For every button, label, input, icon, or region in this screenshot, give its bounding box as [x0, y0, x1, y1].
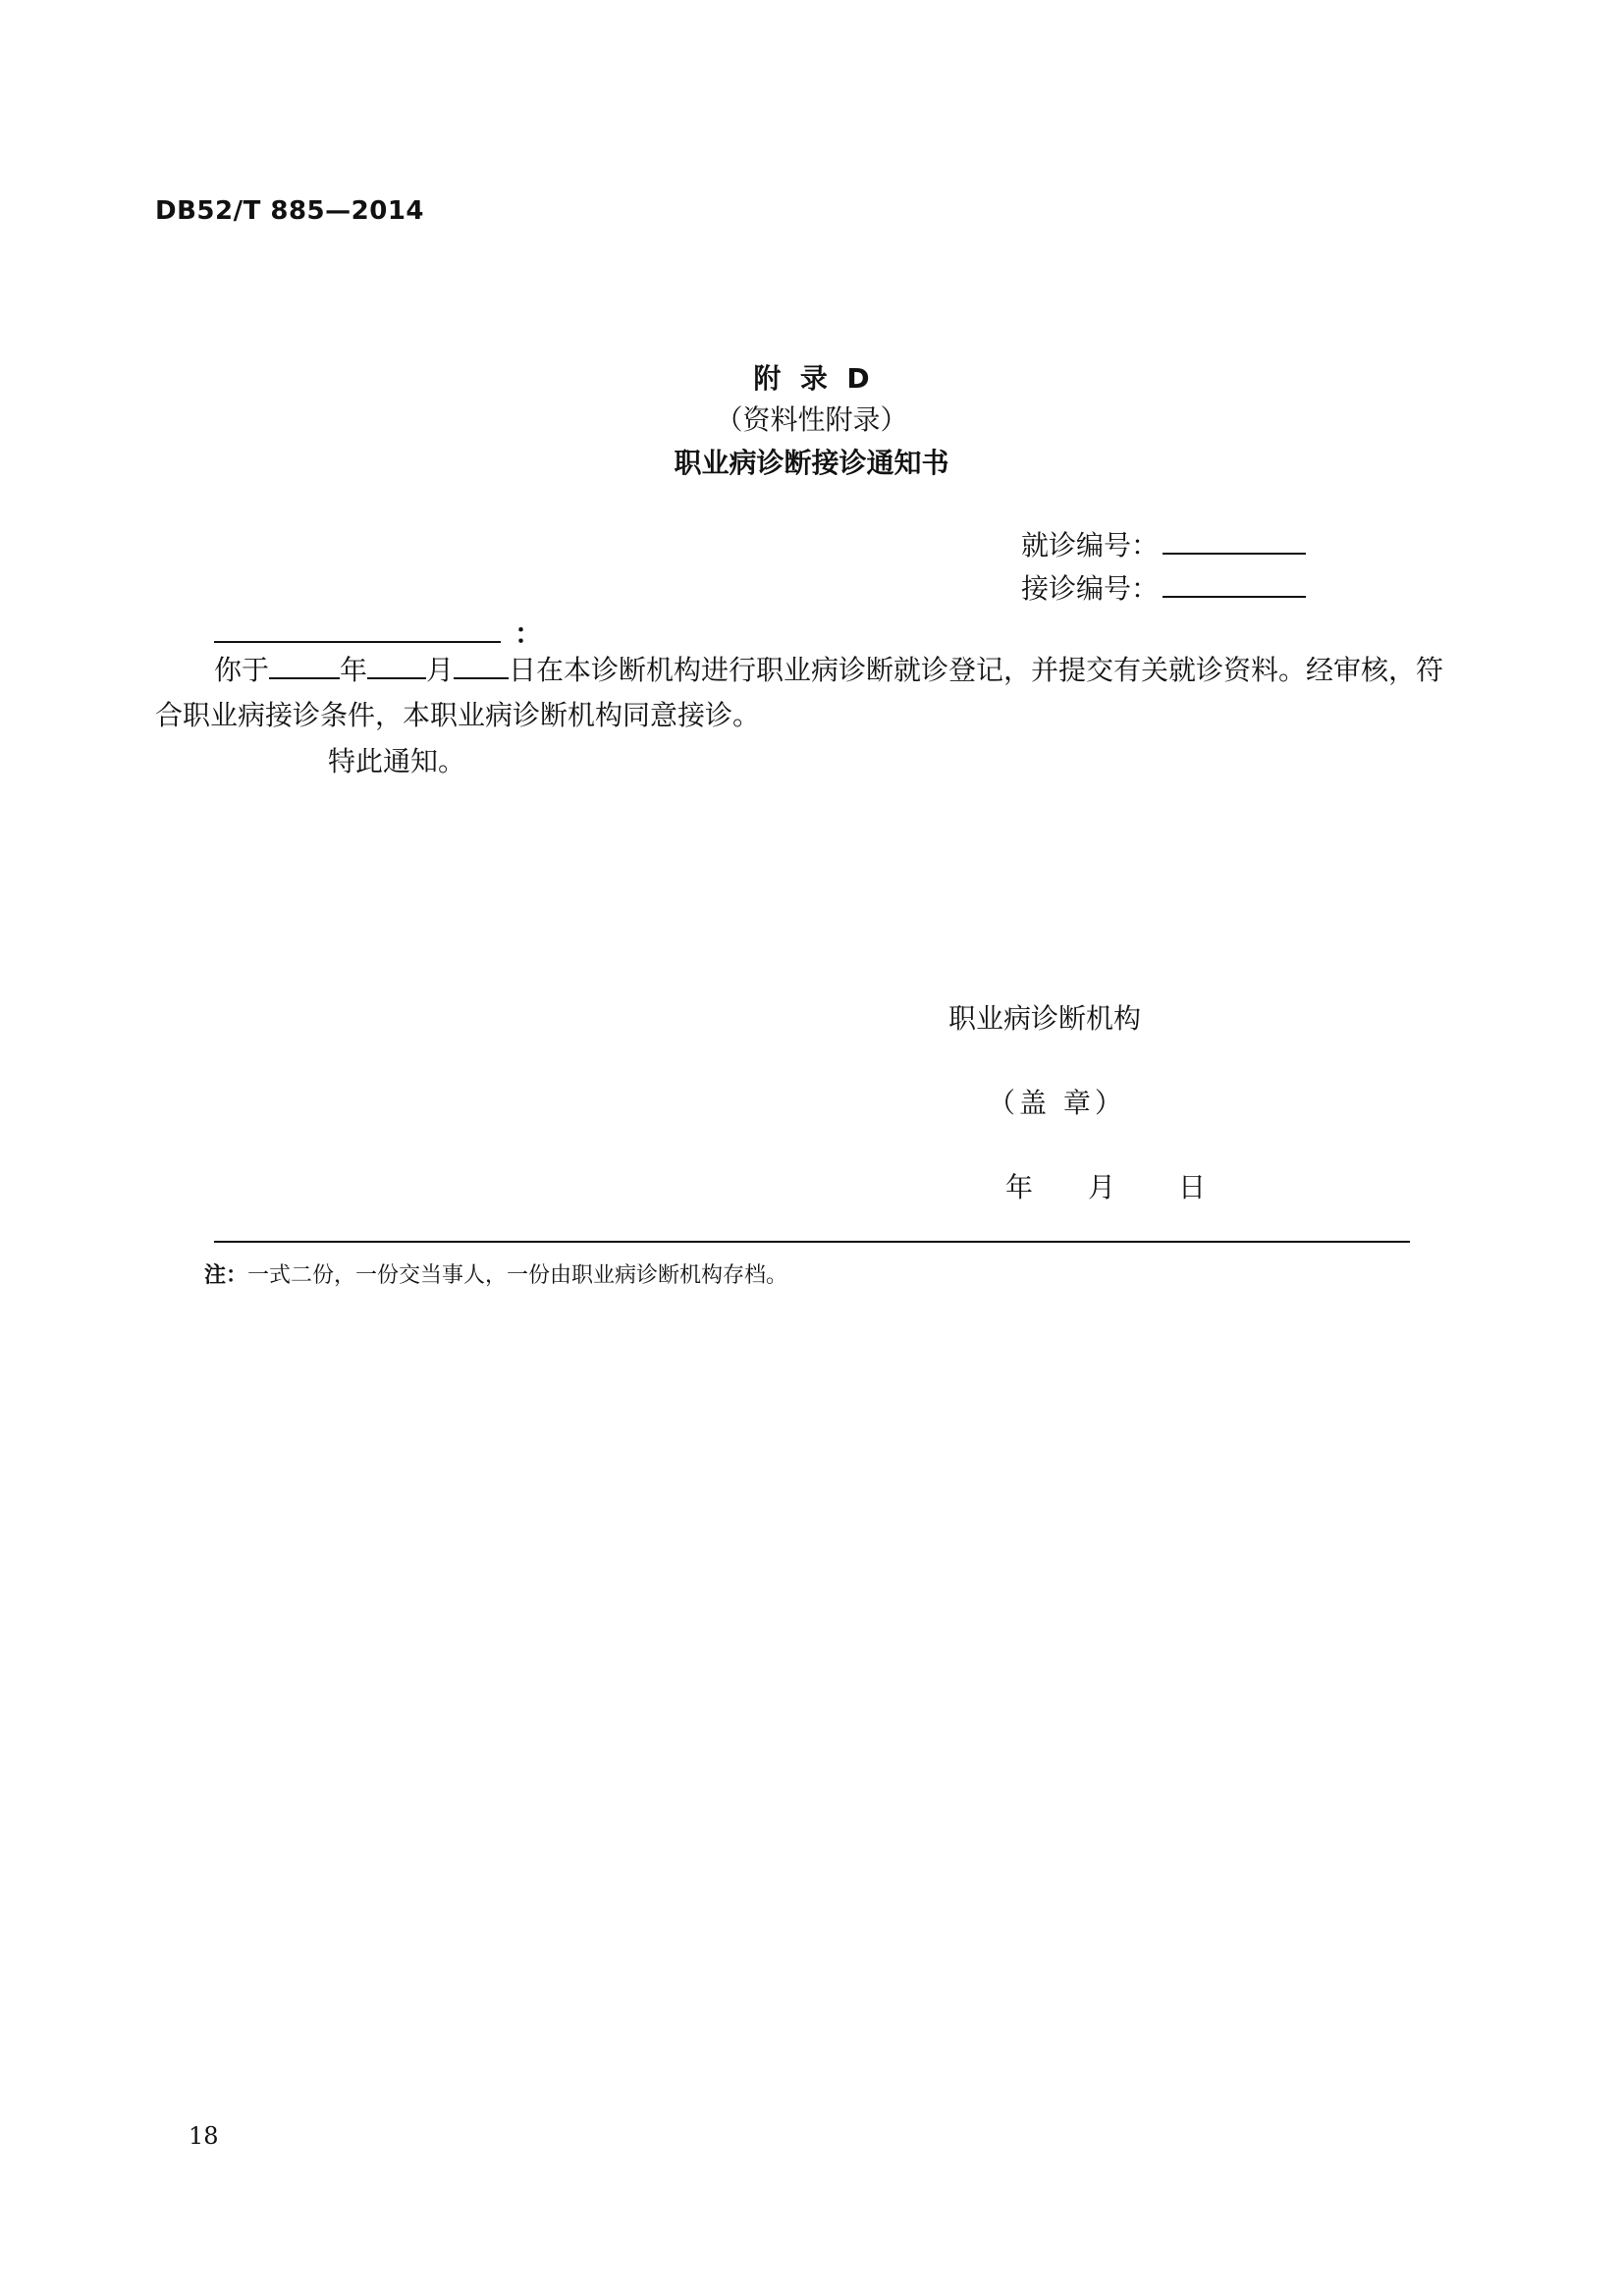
appendix-nature: （资料性附录） [715, 403, 908, 436]
form-title: 职业病诊断接诊通知书 [674, 447, 949, 479]
paragraph-start: 你于 [214, 654, 270, 686]
month-label: 月 [426, 654, 455, 686]
signature-org: 职业病诊断机构 [948, 1002, 1142, 1035]
document-code: DB52/T 885—2014 [155, 196, 424, 226]
addressee-field[interactable] [214, 615, 501, 643]
signature-seal: （盖 章） [988, 1087, 1126, 1119]
page-number: 18 [189, 2122, 219, 2150]
signature-day: 日 [1178, 1171, 1207, 1203]
year-field[interactable] [269, 652, 340, 679]
signature-month: 月 [1088, 1171, 1116, 1203]
visit-number-label: 就诊编号： [1021, 529, 1160, 561]
day-field[interactable] [454, 652, 509, 679]
note-divider [214, 1241, 1410, 1243]
month-field[interactable] [367, 652, 426, 679]
visit-number-field[interactable] [1163, 527, 1306, 555]
footnote-label: 注： [204, 1263, 248, 1288]
appendix-title: 附 录 D [753, 362, 870, 395]
year-label: 年 [340, 654, 368, 686]
receive-number-field[interactable] [1163, 570, 1306, 598]
signature-year: 年 [1005, 1171, 1034, 1203]
receive-number-label: 接诊编号： [1021, 572, 1160, 605]
footnote-text: 一式二份，一份交当事人，一份由职业病诊断机构存档。 [247, 1263, 788, 1288]
notify-text: 特此通知。 [328, 745, 466, 777]
notice-paragraph [155, 648, 1449, 738]
signature-date [1005, 1166, 1206, 1205]
visit-number-row [1021, 524, 1306, 563]
addressee-row [214, 613, 542, 652]
addressee-colon: ： [514, 617, 543, 650]
footnote [204, 1258, 787, 1289]
paragraph-end: 日在本诊断机构进行职业病诊断就诊登记，并提交有关就诊资料。经审核，符合职业病接诊条件，本职业病诊断机构同意接诊。 [155, 654, 1444, 731]
receive-number-row [1021, 567, 1306, 607]
